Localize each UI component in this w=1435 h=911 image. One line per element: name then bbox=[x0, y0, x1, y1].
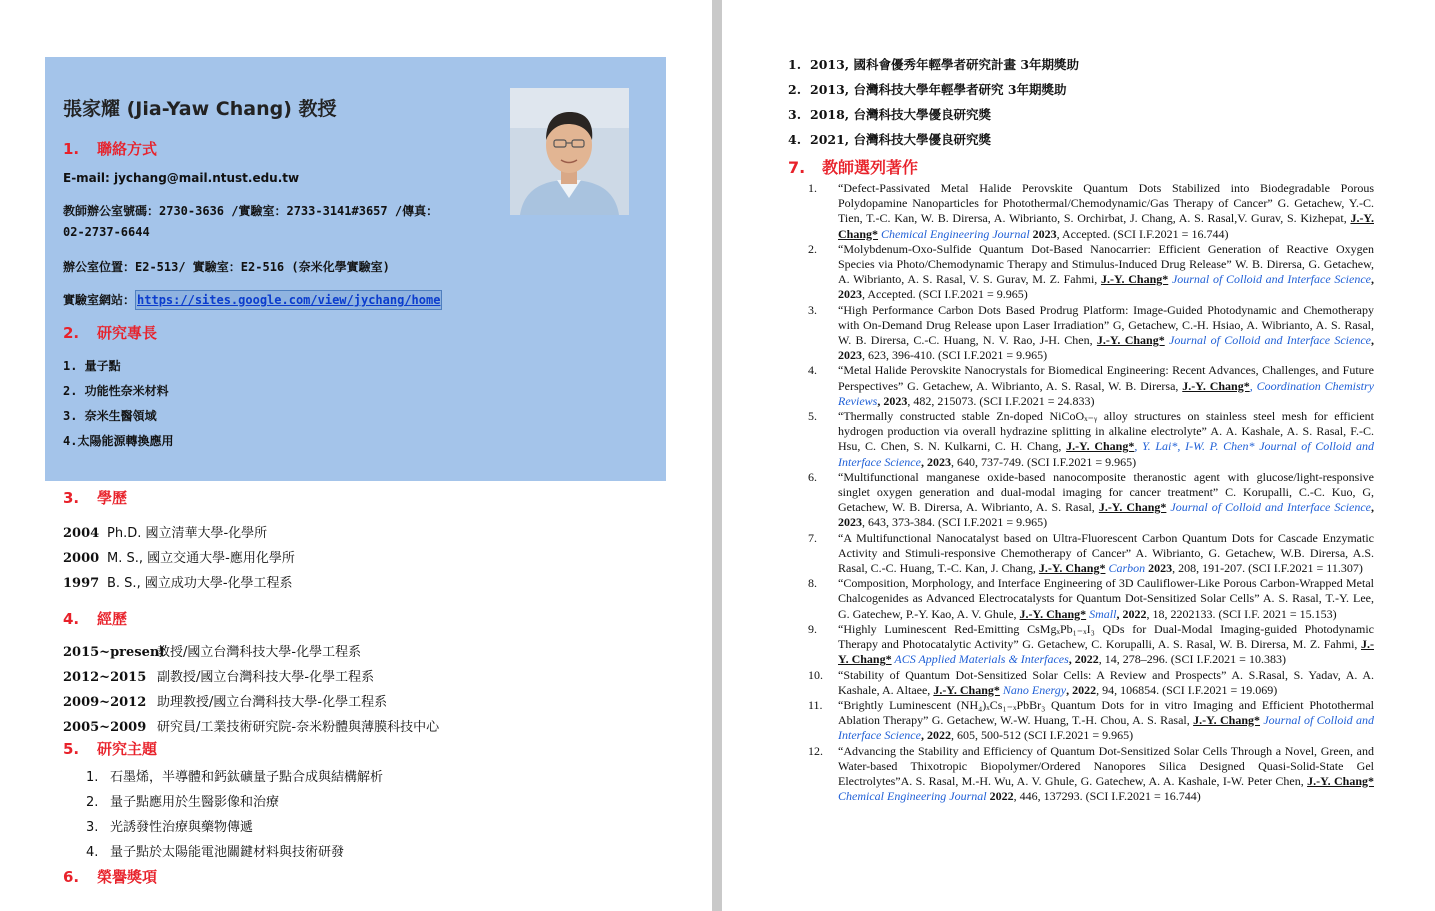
publication-year: , 2023 bbox=[838, 500, 1375, 530]
publication-details: , 640, 737-749. (SCI I.F.2021 = 9.965) bbox=[950, 454, 1137, 469]
topic-number: 2. bbox=[86, 795, 99, 810]
publication-details: , 643, 373-384. (SCI I.F.2021 = 9.965) bbox=[862, 515, 1048, 530]
publication-citation: “Metal Halide Perovskite Nanocrystals for Biomedical Engineering: Recent Advances, Challenges, and Future Perspectives” G. Getachew, A. Wibrianto, A. S. Rasal, W. B. Dirersa, bbox=[838, 363, 1374, 393]
section-heading-research-topics bbox=[63, 738, 157, 759]
education-year: 2004 bbox=[63, 526, 100, 541]
publication-item bbox=[808, 470, 1374, 531]
honor-number: 4. bbox=[788, 132, 802, 147]
publication-item bbox=[808, 668, 1374, 698]
topic-text: 光誘發性治療與藥物傳遞 bbox=[110, 820, 254, 835]
topic-text: 量子點於太陽能電池關鍵材料與技術研發 bbox=[110, 845, 345, 860]
honor-text: 2013, 台灣科技大學年輕學者研究 3年期獎助 bbox=[810, 82, 1067, 97]
publication-details: , 605, 500-512 (SCI I.F.2021 = 9.965) bbox=[950, 728, 1134, 743]
publication-corresponding-author: J.-Y. Chang* bbox=[1019, 606, 1087, 621]
honor-number: 1. bbox=[788, 57, 802, 72]
publication-number: 6. bbox=[808, 469, 817, 484]
contact-email: E-mail: jychang@mail.ntust.edu.tw bbox=[63, 171, 300, 185]
publication-corresponding-author: J.-Y. Chang* bbox=[1182, 378, 1250, 393]
section-number: 3. bbox=[63, 489, 80, 507]
publication-details: , Accepted. (SCI I.F.2021 = 9.965) bbox=[862, 287, 1028, 302]
section-heading-expertise bbox=[63, 322, 157, 343]
publication-details: , 623, 396-410. (SCI I.F.2021 = 9.965) bbox=[862, 348, 1048, 363]
publication-year: 2023 bbox=[1029, 226, 1057, 241]
section-title: 榮譽獎項 bbox=[97, 868, 158, 886]
education-degree: M. S., 國立交通大學-應用化學所 bbox=[107, 551, 295, 566]
publication-item bbox=[808, 363, 1374, 409]
education-row bbox=[63, 547, 295, 566]
honor-number: 2. bbox=[788, 82, 802, 97]
profile-name: 張家耀 (Jia-Yaw Chang) 教授 bbox=[63, 98, 337, 120]
publication-journal: Nano Energy bbox=[999, 682, 1067, 697]
lab-website-row bbox=[63, 291, 442, 308]
honor-text: 2013, 國科會優秀年輕學者研究計畫 3年期獎助 bbox=[810, 57, 1080, 72]
education-degree: Ph.D. 國立清華大學-化學所 bbox=[107, 526, 268, 541]
section-heading-honors bbox=[63, 866, 157, 887]
education-year: 1997 bbox=[63, 576, 100, 591]
profile-photo bbox=[510, 88, 629, 215]
education-degree: B. S., 國立成功大學-化學工程系 bbox=[107, 576, 293, 591]
publication-details: , Accepted. (SCI I.F.2021 = 16.744) bbox=[1056, 226, 1229, 241]
publication-corresponding-author: J.-Y. Chang* bbox=[838, 211, 1374, 241]
section-title: 研究專長 bbox=[97, 324, 158, 342]
education-year: 2000 bbox=[63, 551, 100, 566]
publication-year: , 2023 bbox=[838, 272, 1374, 302]
publication-year: , 2022 bbox=[1066, 682, 1097, 697]
publication-citation: “Thermally constructed stable Zn-doped NiCoOₓ₋ᵧ alloy structures on stainless steel mesh for efficient hydrogen production via overall hydrazine splitting in alkaline electrolyte” A. A. Kashale, A. S. Rasal, F.-C. Hsu, C. Chen, S. N. Kulkarni, C. H. Chang, bbox=[838, 409, 1374, 454]
section-number: 2. bbox=[63, 324, 80, 342]
education-row bbox=[63, 572, 293, 591]
publication-number: 10. bbox=[808, 667, 823, 682]
publication-year: , 2022 bbox=[1116, 606, 1147, 621]
publication-year: , 2022 bbox=[920, 728, 951, 743]
left-page bbox=[0, 0, 712, 911]
topic-number: 3. bbox=[86, 820, 99, 835]
publication-corresponding-author: J.-Y. Chang* bbox=[1193, 713, 1260, 728]
publication-journal: ACS Applied Materials & Interfaces bbox=[891, 652, 1069, 667]
section-title: 聯絡方式 bbox=[97, 140, 158, 158]
publication-citation: “Highly Luminescent Red-Emitting CsMgₓPb₁₋ₓI₃ QDs for Dual-Modal Imaging-guided Photodynamic Therapy and Photocatalytic Activity” G. Getachew, C. Korupalli, A. S. Rasal, W. B. Dirersa, M. Z. Fahmi, bbox=[838, 621, 1374, 652]
publication-item bbox=[808, 181, 1374, 242]
experience-position: 副教授/國立台灣科技大學-化學工程系 bbox=[157, 670, 375, 685]
publication-year: , 2023 bbox=[838, 333, 1374, 363]
lab-website-link[interactable]: https://sites.google.com/view/jychang/home bbox=[135, 290, 442, 310]
publication-citation: “Defect-Passivated Metal Halide Perovskite Quantum Dots Stabilized into Biodegradable Porous Polydopamine Nanoparticles for Photothermal/Chemodynamic/Gas Therapy of Cancer” G. Getachew, Y.-C. Tien, T.-C. Kan, W. B. Dirersa, A. Wibrianto, S. Orchirbat, J. Chang, A. S. Rasal,V. Gurav, S. Kizhepat, bbox=[838, 181, 1374, 226]
expertise-item: 2. 功能性奈米材料 bbox=[63, 384, 169, 398]
publication-journal: Carbon bbox=[1105, 561, 1146, 576]
experience-period: 2012~2015 bbox=[63, 670, 147, 685]
publication-year: , 2022 bbox=[1068, 652, 1099, 667]
publication-citation: “Brightly Luminescent (NH₄)ₓCs₁₋ₓPbBr₃ Quantum Dots for in vitro Imaging and Efficient Photothermal Ablation Therapy” G. Getachew, W.-W. Huang, T.-H. Chou, A. S. Rasal, bbox=[838, 697, 1374, 728]
publication-details: , 208, 191-207. (SCI I.F.2021 = 11.307) bbox=[1172, 561, 1363, 576]
publication-citation: “Molybdenum-Oxo-Sulfide Quantum Dot-Based Nanocarrier: Efficient Generation of Reactive Oxygen Species via Photo/Chemodynamic Therapy and Stimulus-Induced Drug Release” W. B. Dirersa, G. Getachew, A. Wibrianto, A. S. Rasal, V. S. Gurav, M. Z. Fahmi, bbox=[838, 241, 1374, 287]
publication-journal: Journal of Colloid and Interface Science bbox=[1168, 272, 1371, 287]
publication-item bbox=[808, 303, 1374, 364]
publication-year: , 2023 bbox=[877, 393, 908, 408]
topic-number: 4. bbox=[86, 845, 99, 860]
publication-journal: , Coordination Chemistry Reviews bbox=[838, 378, 1374, 408]
section-title: 經歷 bbox=[97, 610, 128, 628]
section-number: 4. bbox=[63, 610, 80, 628]
honor-item bbox=[788, 105, 991, 123]
contact-phone: 教師辦公室號碼：2730-3636 /實驗室：2733-3141#3657 /傳真： bbox=[63, 204, 439, 218]
section-heading-experience bbox=[63, 608, 127, 629]
publication-list bbox=[808, 181, 1374, 804]
research-topic bbox=[86, 816, 253, 835]
expertise-item: 3. 奈米生醫領域 bbox=[63, 409, 157, 423]
contact-office: 辦公室位置：E2-513/ 實驗室：E2-516 (奈米化學實驗室) bbox=[63, 260, 390, 274]
publication-number: 12. bbox=[808, 743, 823, 758]
publication-number: 9. bbox=[808, 621, 817, 636]
experience-period: 2005~2009 bbox=[63, 720, 147, 735]
experience-period: 2009~2012 bbox=[63, 695, 147, 710]
publication-corresponding-author: J.-Y. Chang* bbox=[1307, 773, 1374, 788]
experience-row bbox=[63, 641, 361, 660]
publication-corresponding-author: J.-Y. Chang* bbox=[1038, 561, 1106, 576]
honor-text: 2018, 台灣科技大學優良研究獎 bbox=[810, 107, 991, 122]
research-topic bbox=[86, 766, 383, 785]
publication-number: 8. bbox=[808, 576, 817, 591]
education-row bbox=[63, 522, 267, 541]
publication-details: , 14, 278–296. (SCI I.F.2021 = 10.383) bbox=[1098, 652, 1286, 667]
experience-row bbox=[63, 666, 374, 685]
publication-details: , 94, 106854. (SCI I.F.2021 = 19.069) bbox=[1096, 682, 1278, 697]
experience-period: 2015~present bbox=[63, 645, 166, 660]
publication-corresponding-author: J.-Y. Chang* bbox=[838, 637, 1374, 667]
publication-year: 2023 bbox=[1145, 561, 1173, 576]
honor-item bbox=[788, 130, 991, 148]
publication-item bbox=[808, 698, 1374, 744]
publication-corresponding-author: J.-Y. Chang* bbox=[1100, 272, 1169, 287]
expertise-item: 1. 量子點 bbox=[63, 359, 121, 373]
publication-journal: Journal of Colloid and Interface Science bbox=[1166, 500, 1372, 515]
publication-number: 11. bbox=[808, 697, 823, 712]
experience-position: 助理教授/國立台灣科技大學-化學工程系 bbox=[157, 695, 388, 710]
publication-citation: “Advancing the Stability and Efficiency of Quantum Dot-Sensitized Solar Cells Through a Novel, Green, and Water-based Thixotropic Biopolymer/Ordered Nanopores Silica Designed Quasi-Solid-State Gel Electrolytes”A. S. Rasal, M.-H. Wu, A. V. Ghule, G. Gatechew, A. A. Kashale, I-W. Peter Chen, bbox=[838, 743, 1374, 788]
publication-corresponding-author: J.-Y. Chang* bbox=[1098, 500, 1167, 515]
publication-number: 7. bbox=[808, 530, 817, 545]
publication-journal: , Y. Lai*, I-W. P. Chen* Journal of Colloid and Interface Science bbox=[838, 439, 1375, 469]
honor-text: 2021, 台灣科技大學優良研究獎 bbox=[810, 132, 991, 147]
publication-item bbox=[808, 242, 1374, 303]
publication-corresponding-author: J.-Y. Chang* bbox=[933, 682, 1000, 697]
publication-item bbox=[808, 531, 1374, 577]
publication-item bbox=[808, 622, 1374, 668]
topic-text: 量子點應用於生醫影像和治療 bbox=[110, 795, 280, 810]
publication-journal: Chemical Engineering Journal bbox=[878, 226, 1030, 241]
research-topic bbox=[86, 791, 279, 810]
honor-number: 3. bbox=[788, 107, 802, 122]
publication-journal: Journal of Colloid and Interface Science bbox=[838, 713, 1375, 743]
publication-year: 2022 bbox=[986, 789, 1014, 804]
section-title: 研究主題 bbox=[97, 740, 158, 758]
publication-corresponding-author: J.-Y. Chang* bbox=[1066, 439, 1135, 454]
publication-number: 3. bbox=[808, 302, 817, 317]
honor-item bbox=[788, 80, 1067, 98]
topic-number: 1. bbox=[86, 770, 99, 785]
section-number: 1. bbox=[63, 140, 80, 158]
lab-website-label: 實驗室網站： bbox=[63, 293, 136, 307]
publication-citation: “High Performance Carbon Dots Based Prodrug Platform: Image-Guided Photodynamic and Chemotherapy with On-Demand Drug Release upon Laser Irradiation” G, Getachew, C.-H. Hsiao, A. Wibrianto, A. S. Rasal, W. B. Dirersa, C.-C. Huang, N. V. Rao, J-H. Chen, bbox=[838, 302, 1374, 348]
honor-item bbox=[788, 55, 1079, 73]
experience-position: 教授/國立台灣科技大學-化學工程系 bbox=[157, 645, 362, 660]
publication-citation: “Stability of Quantum Dot-Sensitized Solar Cells: A Review and Prospects” A. S.Rasal, S. Yadav, A. A. Kashale, A. Altaee, bbox=[838, 667, 1374, 697]
publication-details: , 18, 2202133. (SCI I.F. 2021 = 15.153) bbox=[1146, 606, 1337, 621]
section-number: 5. bbox=[63, 740, 80, 758]
page-gutter bbox=[712, 0, 722, 911]
publication-number: 5. bbox=[808, 409, 817, 424]
publication-citation: “A Multifunctional Nanocatalyst based on Ultra-Fluorescent Carbon Quantum Dots for Cascade Enzymatic Activity and Stimuli-responsive Chemotherapy of Cancer” A. Wibrianto, G. Getachew, W.B. Dirersa, A.S. Rasal, C.-C. Huang, T.-C. Kan, J. Chang, bbox=[838, 530, 1374, 576]
publication-details: , 482, 215073. (SCI I.F.2021 = 24.833) bbox=[907, 393, 1095, 408]
section-heading-contact bbox=[63, 138, 157, 159]
publication-item bbox=[808, 576, 1374, 622]
section-heading-education bbox=[63, 487, 127, 508]
publication-journal: Small bbox=[1086, 606, 1117, 621]
section-number: 7. bbox=[788, 158, 806, 177]
section-heading-publications bbox=[788, 155, 918, 178]
publication-journal: Journal of Colloid and Interface Science bbox=[1164, 333, 1371, 348]
topic-text: 石墨烯，半導體和鈣鈦礦量子點合成與結構解析 bbox=[110, 770, 384, 785]
expertise-item: 4.太陽能源轉換應用 bbox=[63, 434, 174, 448]
publication-details: , 446, 137293. (SCI I.F.2021 = 16.744) bbox=[1013, 789, 1201, 804]
experience-position: 研究員/工業技術研究院-奈米粉體與薄膜科技中心 bbox=[157, 720, 440, 735]
research-topic bbox=[86, 841, 344, 860]
publication-citation: “Multifunctional manganese oxide-based nanocomposite theranostic agent with glucose/light-responsive singlet oxygen generation and dual-modal imaging for cancer treatment” C. Korupalli, C.-C. Kuo, G, Getachew, W. B. Dirersa, A. Wibrianto, A. S. Rasal, bbox=[838, 469, 1374, 515]
contact-fax: 02-2737-6644 bbox=[63, 225, 150, 239]
publication-citation: “Composition, Morphology, and Interface Engineering of 3D Cauliflower-Like Porous Carbon-Wrapped Metal Chalcogenides as Advanced Electrocatalysts for Quantum Dot-Sensitized Solar Cells” A. S. Rasal, T.-Y. Lee, G. Gatechew, P.-Y. Kao, A. V. Ghule, bbox=[838, 576, 1374, 621]
publication-item bbox=[808, 744, 1374, 805]
publication-item bbox=[808, 409, 1374, 470]
publication-year: , 2023 bbox=[920, 454, 951, 469]
publication-number: 2. bbox=[808, 241, 817, 256]
publication-journal: Chemical Engineering Journal bbox=[838, 789, 987, 804]
section-number: 6. bbox=[63, 868, 80, 886]
experience-row bbox=[63, 716, 439, 735]
publication-number: 4. bbox=[808, 363, 817, 378]
section-title: 學歷 bbox=[97, 489, 128, 507]
publication-corresponding-author: J.-Y. Chang* bbox=[1096, 333, 1165, 348]
section-title: 教師選列著作 bbox=[822, 158, 919, 177]
experience-row bbox=[63, 691, 387, 710]
publication-number: 1. bbox=[808, 181, 817, 195]
